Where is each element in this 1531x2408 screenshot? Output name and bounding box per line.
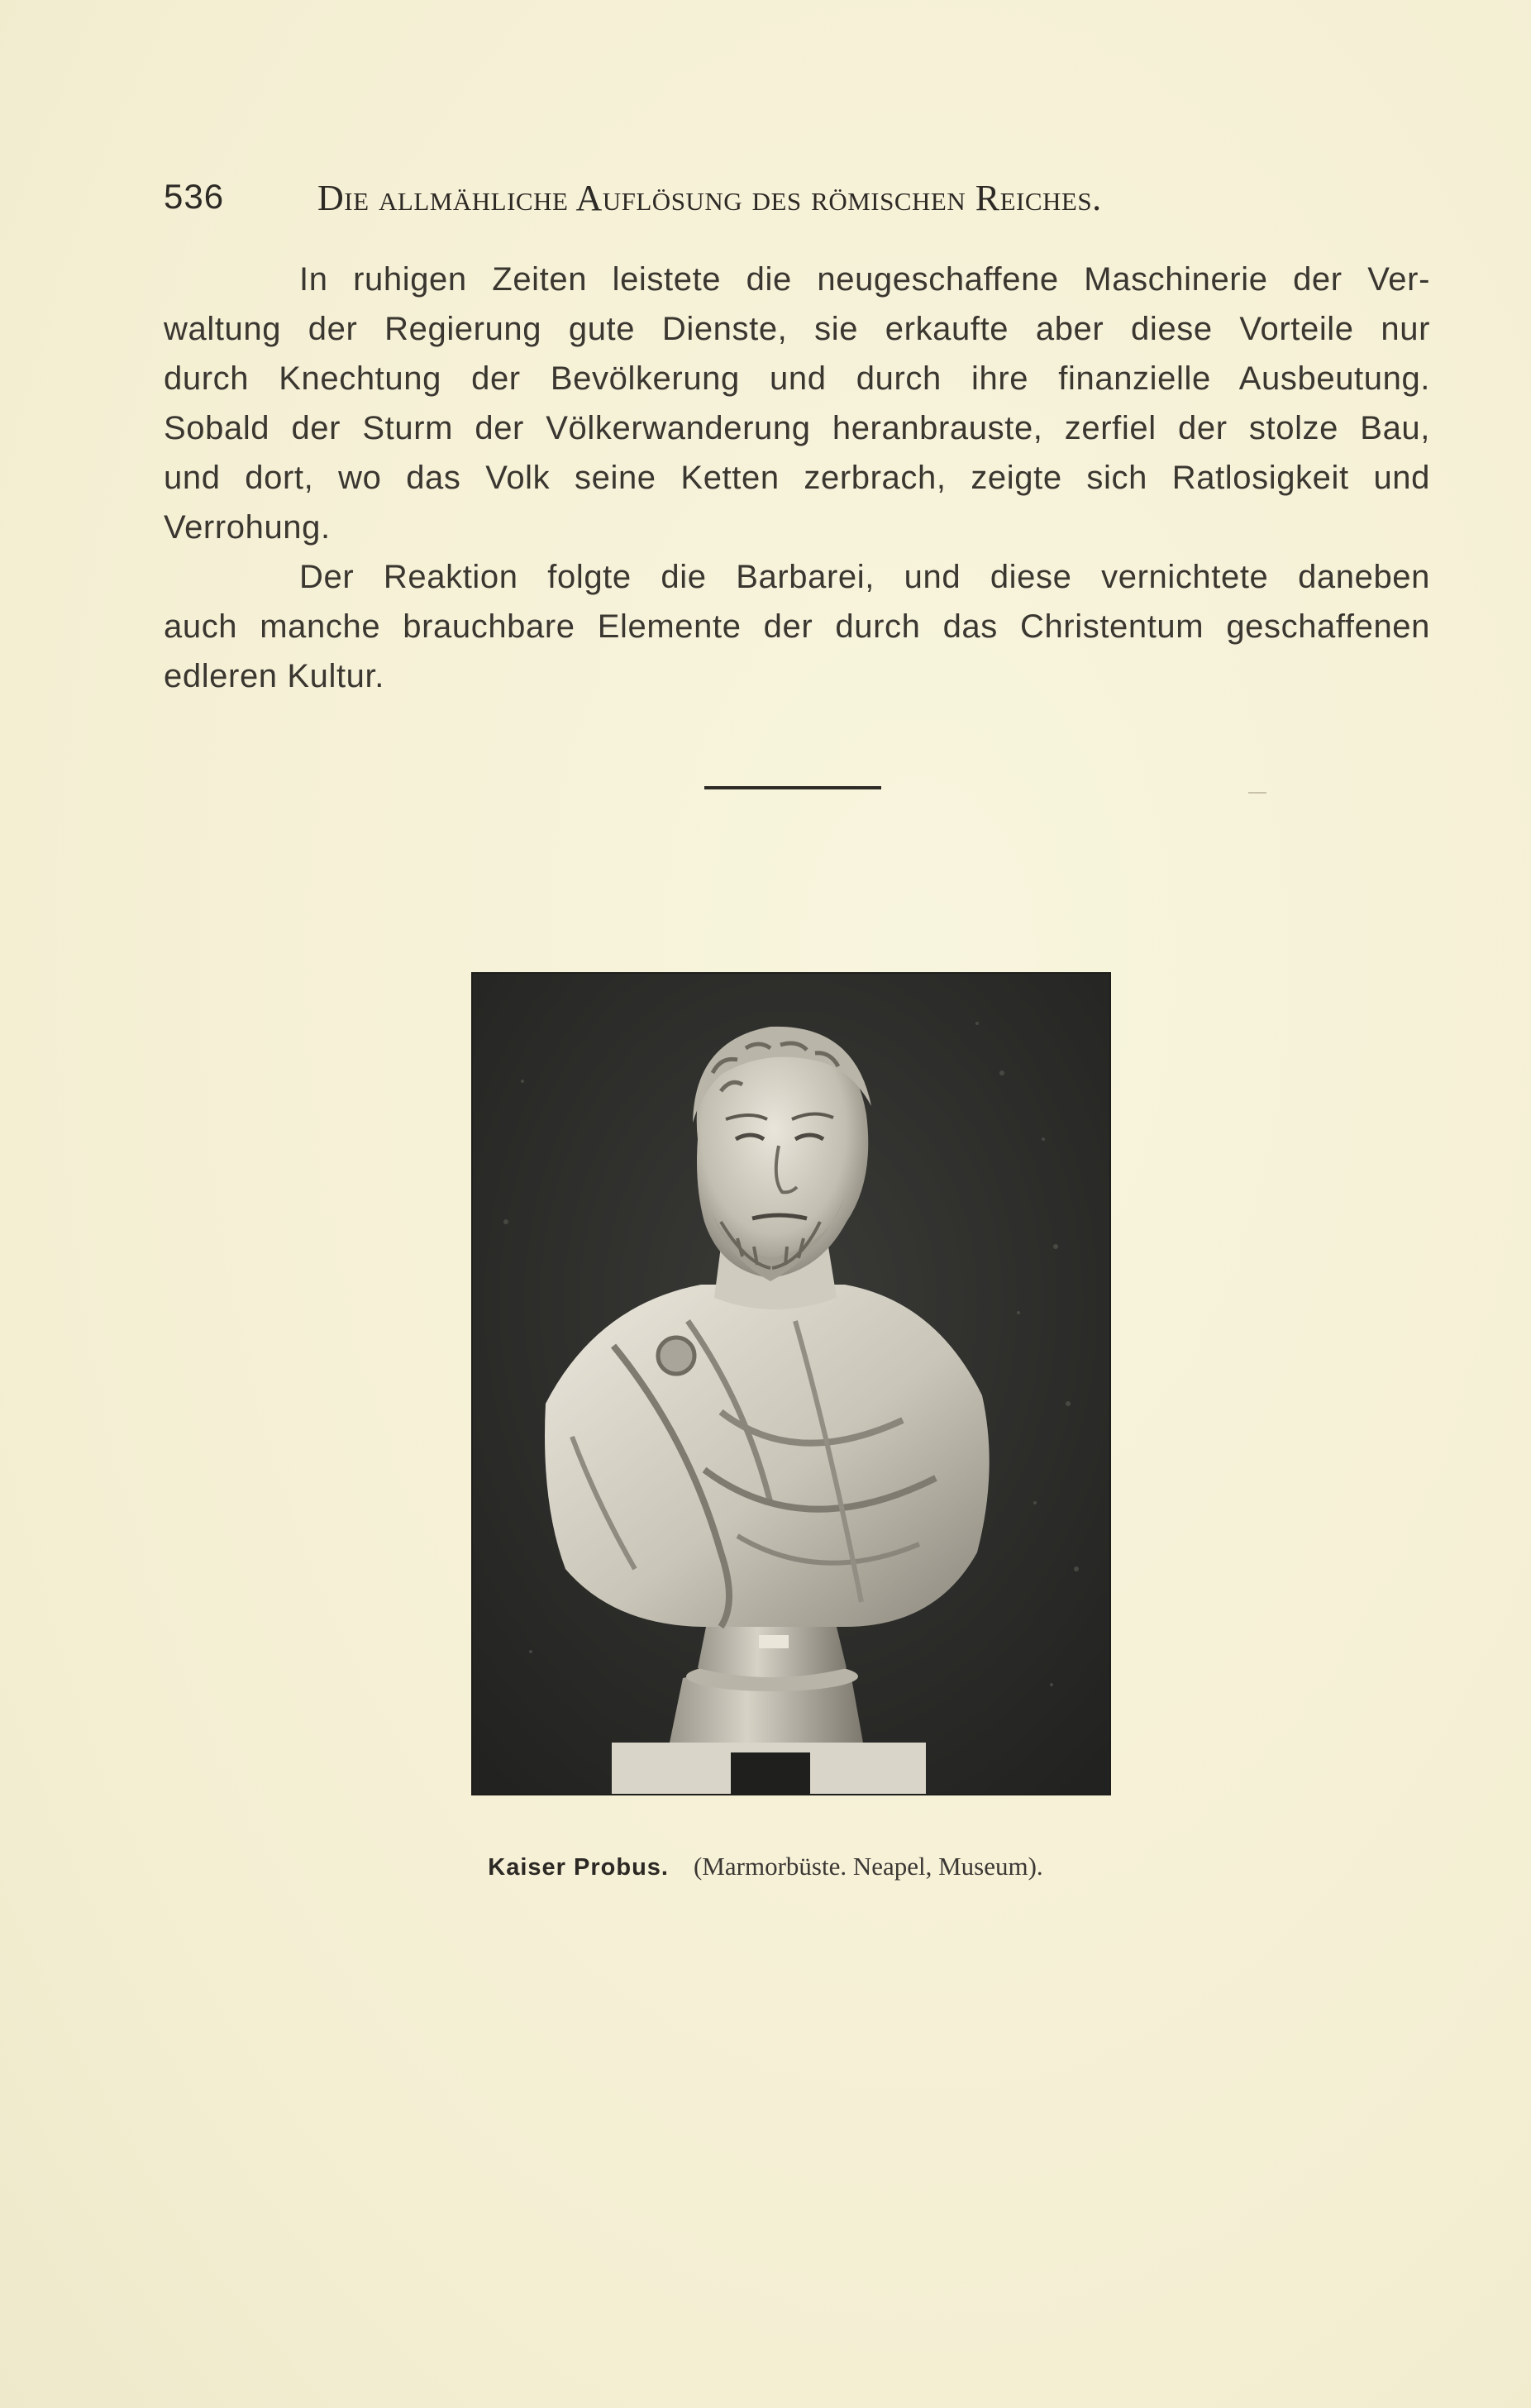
text-line: auch manche brauchbare Elemente der durch das Christentum geschaffenen bbox=[164, 608, 1430, 645]
bust-photograph bbox=[471, 972, 1111, 1795]
caption-note: (Marmorbüste. Neapel, Museum). bbox=[693, 1852, 1043, 1881]
text-line: Der Reaktion folgte die Barbarei, und diese vernichtete daneben bbox=[299, 559, 1430, 595]
body-text bbox=[164, 255, 1430, 701]
section-divider bbox=[704, 786, 881, 789]
text-line: Verrohung. bbox=[164, 509, 331, 546]
text-line: und dort, wo das Volk seine Ketten zerbrach, zeigte sich Ratlosigkeit und bbox=[164, 460, 1430, 496]
figure-caption bbox=[0, 1852, 1531, 1881]
text-line: In ruhigen Zeiten leistete die neugeschaffene Maschinerie der Ver- bbox=[299, 261, 1430, 298]
faint-mark bbox=[1248, 792, 1266, 794]
text-line: waltung der Regierung gute Dienste, sie erkaufte aber diese Vorteile nur bbox=[164, 311, 1430, 347]
text-line: Sobald der Sturm der Völkerwanderung heranbrauste, zerfiel der stolze Bau, bbox=[164, 410, 1430, 446]
running-head-title: Die allmähliche Auflösung des römischen Reiches. bbox=[317, 178, 1102, 218]
page-number: 536 bbox=[164, 177, 225, 216]
text-line: durch Knechtung der Bevölkerung und durch ihre finanzielle Ausbeutung. bbox=[164, 360, 1430, 397]
running-head bbox=[164, 177, 1420, 226]
caption-title: Kaiser Probus. bbox=[488, 1854, 669, 1881]
text-line: edleren Kultur. bbox=[164, 658, 384, 694]
marble-bust-photo-icon bbox=[473, 974, 1109, 1794]
